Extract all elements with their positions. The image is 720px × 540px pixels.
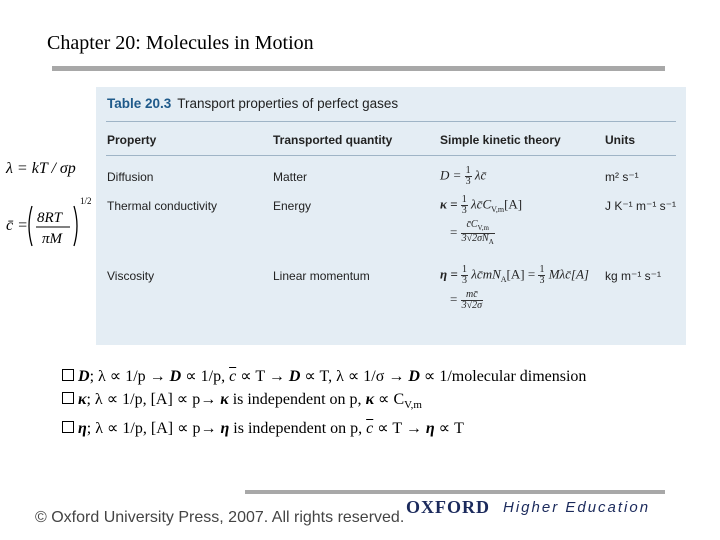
header-theory: Simple kinetic theory [440, 133, 561, 147]
copyright-text: © Oxford University Press, 2007. All rights reserved. [35, 509, 405, 526]
bullet-list [62, 365, 586, 440]
header-units: Units [605, 133, 635, 147]
row-thermal-quantity: Energy [273, 199, 312, 213]
table-caption-label: Table 20.3 [107, 96, 172, 111]
row-thermal-theory: κ = $\frac{1}{3}$ $\lambda c̄C_{V,m}[A]$ [440, 194, 523, 216]
row-viscosity-property: Viscosity [107, 269, 155, 283]
bullet-thermal: κ; λ ∝ 1/p, [A] ∝ p→ κ is independent on p, $\kappa \propto C_{V,m}$ [62, 388, 586, 417]
row-viscosity-theory-alt: = $\frac{mc̄}{3√2\sigma}$ [450, 289, 483, 311]
mean-speed-denominator: πM [42, 231, 63, 247]
bullet-box-icon [62, 369, 74, 381]
transport-properties-table [96, 87, 686, 345]
oxford-logo: OXFORD [406, 497, 490, 517]
table-caption [107, 96, 398, 111]
table-rule [106, 121, 676, 122]
page-title: Chapter 20: Molecules in Motion [47, 32, 314, 54]
mean-speed-lhs: c̄ = [6, 217, 28, 234]
row-viscosity-theory: η = $\frac{1}{3}$ $\lambda c̄mN_A[A]$ = $\frac{1}{3}$ Mλc̄[A] [440, 264, 589, 286]
mean-speed-exponent: 1/2 [80, 196, 92, 206]
bottom-divider [245, 490, 665, 494]
mean-speed-formula [4, 194, 99, 254]
top-divider [52, 66, 665, 71]
row-viscosity-units: kg m⁻¹ s⁻¹ [605, 269, 661, 283]
bullet-box-icon [62, 421, 74, 433]
row-diffusion-quantity: Matter [273, 170, 308, 184]
header-property: Property [107, 133, 157, 147]
bullet-box-icon [62, 392, 74, 404]
header-quantity: Transported quantity [273, 133, 393, 147]
mean-free-path-formula: λ = kT / σp [6, 160, 76, 177]
row-diffusion-property: Diffusion [107, 170, 154, 184]
row-diffusion-theory: D = $\frac{1}{3}$ λc̄ [440, 165, 487, 187]
row-thermal-units: J K⁻¹ m⁻¹ s⁻¹ [605, 199, 676, 213]
table-caption-text: Transport properties of perfect gases [177, 96, 399, 111]
row-thermal-theory-alt: = $\frac{c̄C_{V,m}}{3√2\sigma N_A}$ [450, 219, 494, 246]
bullet-viscosity: η; λ ∝ 1/p, [A] ∝ p→ η is independent on p, $\overline{c} \propto T \to \eta \propto T$ [62, 417, 586, 440]
bullet-diffusion: D; λ ∝ 1/p → D ∝ 1/p, $\overline{c} \propto T \to D \propto T$, λ ∝ 1/σ → D ∝ 1/molecular dimension [62, 365, 586, 388]
higher-education-text: Higher Education [503, 499, 651, 516]
row-diffusion-units: m² s⁻¹ [605, 170, 639, 184]
mean-speed-numerator: 8RT [37, 210, 63, 226]
table-rule [106, 155, 676, 156]
row-thermal-property: Thermal conductivity [107, 199, 218, 213]
row-viscosity-quantity: Linear momentum [273, 269, 370, 283]
